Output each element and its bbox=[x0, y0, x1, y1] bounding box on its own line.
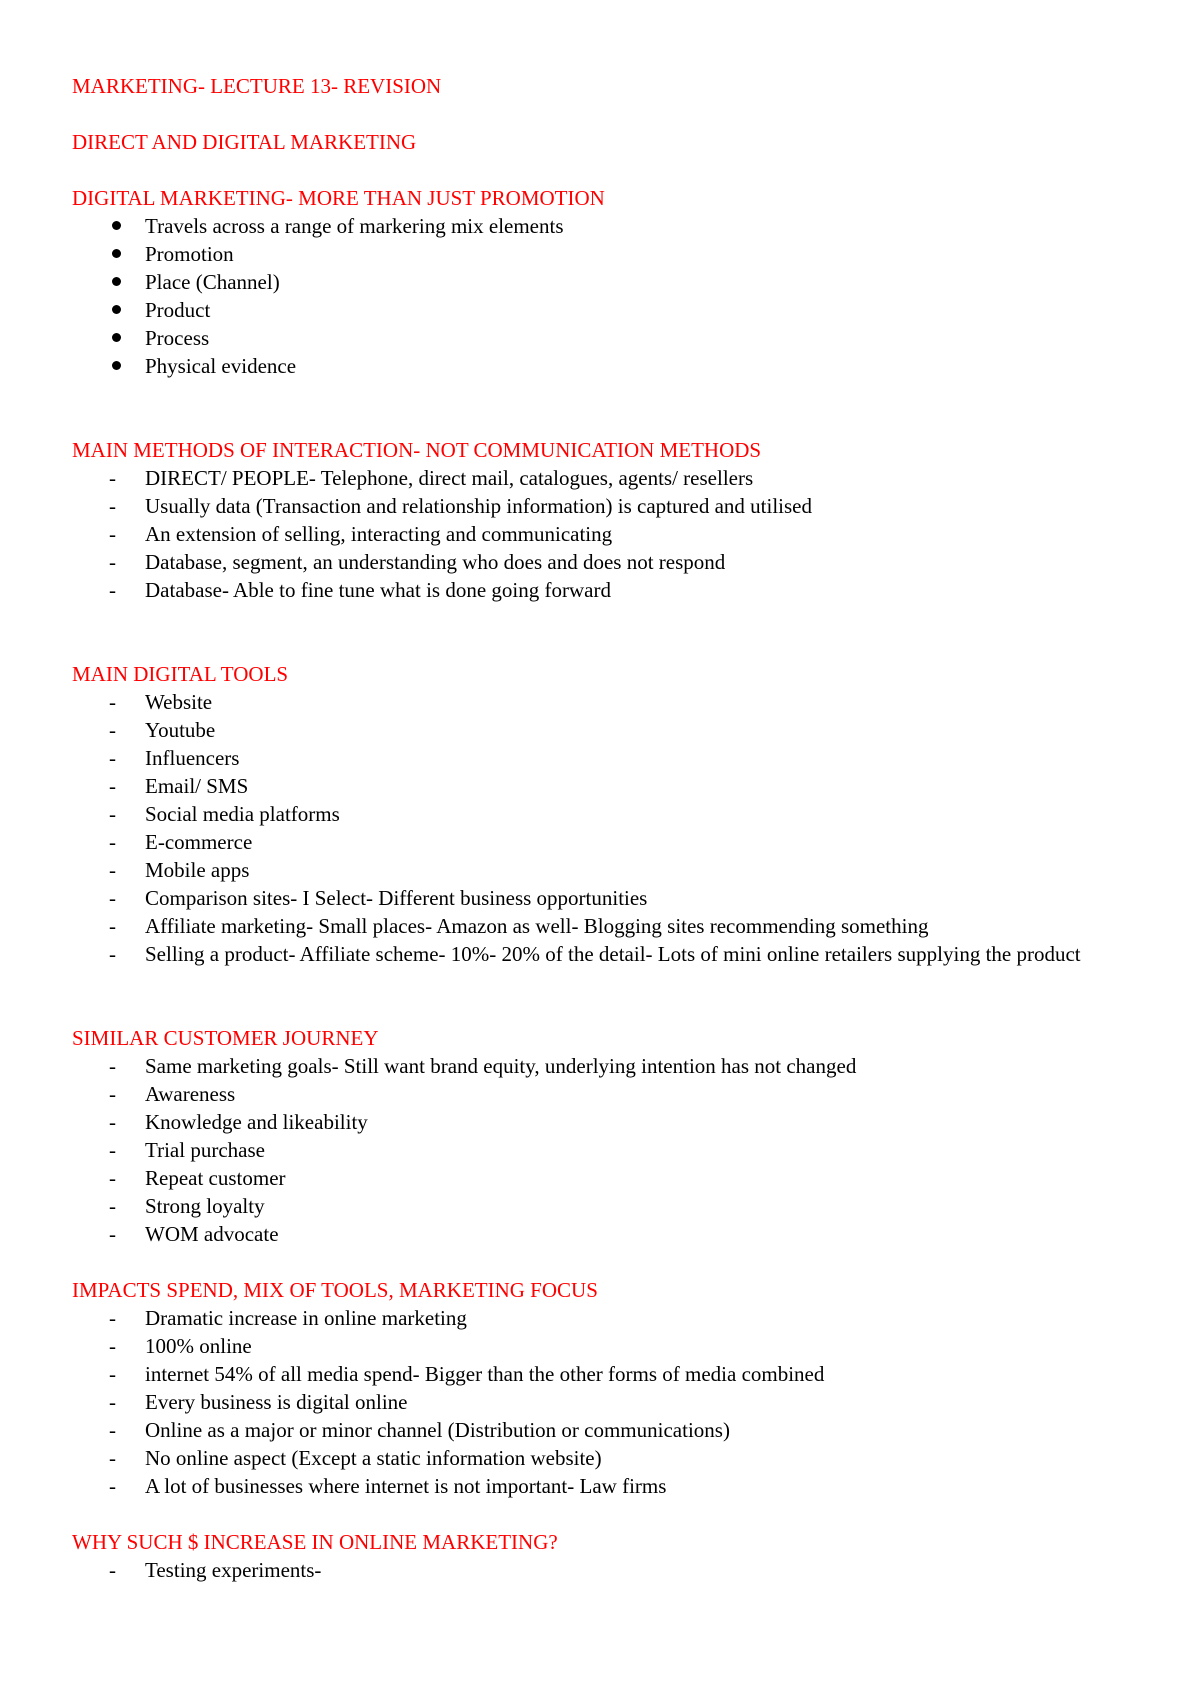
list-item-text: WOM advocate bbox=[145, 1222, 279, 1246]
dash-marker: - bbox=[109, 942, 116, 966]
list-item-text: DIRECT/ PEOPLE- Telephone, direct mail, catalogues, agents/ resellers bbox=[145, 466, 754, 490]
section-heading: MAIN DIGITAL TOOLS bbox=[72, 662, 289, 686]
dash-marker: - bbox=[109, 1222, 116, 1246]
list-item bbox=[72, 744, 1132, 772]
section-heading: DIGITAL MARKETING- MORE THAN JUST PROMOTION bbox=[72, 186, 605, 210]
list-item-text: No online aspect (Except a static information website) bbox=[145, 1446, 602, 1470]
dash-marker: - bbox=[109, 1194, 116, 1218]
list-item bbox=[72, 1360, 1132, 1388]
dash-marker: - bbox=[109, 522, 116, 546]
list-item-text: Database- Able to fine tune what is done going forward bbox=[145, 578, 611, 602]
list-item bbox=[72, 1136, 1132, 1164]
dash-marker: - bbox=[109, 466, 116, 490]
dash-marker: - bbox=[109, 494, 116, 518]
list-item bbox=[72, 240, 1132, 268]
list-item-text: Same marketing goals- Still want brand equity, underlying intention has not changed bbox=[145, 1054, 857, 1078]
list-item-text: Email/ SMS bbox=[145, 774, 249, 798]
list-item-text: Social media platforms bbox=[145, 802, 340, 826]
list-item-text: Influencers bbox=[145, 746, 240, 770]
list-item bbox=[72, 212, 1132, 240]
bullet-icon bbox=[112, 305, 121, 314]
dash-marker: - bbox=[109, 1474, 116, 1498]
dash-marker: - bbox=[109, 1362, 116, 1386]
bullet-icon bbox=[112, 249, 121, 258]
section-heading: MAIN METHODS OF INTERACTION- NOT COMMUNICATION METHODS bbox=[72, 438, 762, 462]
list-item bbox=[72, 828, 1132, 856]
section-list bbox=[72, 464, 1132, 604]
list-item bbox=[72, 772, 1132, 800]
list-item bbox=[72, 352, 1132, 380]
list-item bbox=[72, 1052, 1132, 1080]
list-item bbox=[72, 548, 1132, 576]
dash-marker: - bbox=[109, 1054, 116, 1078]
list-item-text: Place (Channel) bbox=[145, 270, 280, 294]
list-item-text: Dramatic increase in online marketing bbox=[145, 1306, 467, 1330]
list-item bbox=[72, 912, 1132, 940]
dash-marker: - bbox=[109, 1418, 116, 1442]
list-item bbox=[72, 1304, 1132, 1332]
list-item bbox=[72, 1416, 1132, 1444]
list-item-text: Promotion bbox=[145, 242, 234, 266]
list-item bbox=[72, 800, 1132, 828]
bullet-icon bbox=[112, 333, 121, 342]
list-item bbox=[72, 1220, 1132, 1248]
list-item-text: A lot of businesses where internet is not important- Law firms bbox=[145, 1474, 667, 1498]
dash-marker: - bbox=[109, 1138, 116, 1162]
list-item bbox=[72, 1472, 1132, 1500]
list-item-text: 100% online bbox=[145, 1334, 252, 1358]
list-item-text: Every business is digital online bbox=[145, 1390, 408, 1414]
list-item-text: Travels across a range of markering mix elements bbox=[145, 214, 564, 238]
list-item-text: Testing experiments- bbox=[145, 1558, 322, 1582]
list-item-text: An extension of selling, interacting and communicating bbox=[145, 522, 613, 546]
list-item bbox=[72, 1444, 1132, 1472]
section bbox=[72, 1276, 1132, 1500]
list-item bbox=[72, 268, 1132, 296]
list-item-text: Online as a major or minor channel (Distribution or communications) bbox=[145, 1418, 730, 1442]
dash-marker: - bbox=[109, 1446, 116, 1470]
section-list bbox=[72, 1304, 1132, 1500]
dash-marker: - bbox=[109, 578, 116, 602]
section bbox=[72, 1024, 1132, 1248]
bullet-icon bbox=[112, 277, 121, 286]
list-item-text: Youtube bbox=[145, 718, 216, 742]
section-list bbox=[72, 1556, 1132, 1584]
document-page bbox=[72, 72, 1132, 1584]
list-item-text: Product bbox=[145, 298, 211, 322]
list-item bbox=[72, 1080, 1132, 1108]
list-item bbox=[72, 1192, 1132, 1220]
list-item bbox=[72, 1332, 1132, 1360]
list-item-text: E-commerce bbox=[145, 830, 253, 854]
dash-marker: - bbox=[109, 1166, 116, 1190]
list-item-text: Awareness bbox=[145, 1082, 236, 1106]
list-item bbox=[72, 940, 1132, 968]
dash-marker: - bbox=[109, 858, 116, 882]
list-item bbox=[72, 1388, 1132, 1416]
list-item bbox=[72, 296, 1132, 324]
section-list bbox=[72, 688, 1132, 968]
list-item bbox=[72, 576, 1132, 604]
document-subtitle: DIRECT AND DIGITAL MARKETING bbox=[72, 130, 417, 154]
dash-marker: - bbox=[109, 1306, 116, 1330]
section bbox=[72, 1528, 1132, 1584]
section-heading: WHY SUCH $ INCREASE IN ONLINE MARKETING? bbox=[72, 1530, 558, 1554]
list-item bbox=[72, 884, 1132, 912]
list-item-text: Mobile apps bbox=[145, 858, 250, 882]
dash-marker: - bbox=[109, 1110, 116, 1134]
section bbox=[72, 184, 1132, 380]
list-item-text: Physical evidence bbox=[145, 354, 297, 378]
list-item-text: Process bbox=[145, 326, 210, 350]
dash-marker: - bbox=[109, 1334, 116, 1358]
list-item bbox=[72, 716, 1132, 744]
list-item-text: Comparison sites- I Select- Different business opportunities bbox=[145, 886, 648, 910]
sections-container bbox=[72, 184, 1132, 1584]
list-item-text: Usually data (Transaction and relationship information) is captured and utilised bbox=[145, 494, 812, 518]
list-item-text: Selling a product- Affiliate scheme- 10%- 20% of the detail- Lots of mini online retailers supplying the product bbox=[145, 942, 1081, 966]
dash-marker: - bbox=[109, 1390, 116, 1414]
list-item bbox=[72, 520, 1132, 548]
dash-marker: - bbox=[109, 774, 116, 798]
dash-marker: - bbox=[109, 690, 116, 714]
section-list bbox=[72, 212, 1132, 380]
dash-marker: - bbox=[109, 1082, 116, 1106]
list-item bbox=[72, 856, 1132, 884]
list-item-text: Strong loyalty bbox=[145, 1194, 265, 1218]
list-item-text: Affiliate marketing- Small places- Amazon as well- Blogging sites recommending something bbox=[145, 914, 929, 938]
section-list bbox=[72, 1052, 1132, 1248]
section-heading: SIMILAR CUSTOMER JOURNEY bbox=[72, 1026, 379, 1050]
list-item bbox=[72, 492, 1132, 520]
section bbox=[72, 436, 1132, 604]
bullet-icon bbox=[112, 361, 121, 370]
dash-marker: - bbox=[109, 886, 116, 910]
dash-marker: - bbox=[109, 550, 116, 574]
dash-marker: - bbox=[109, 802, 116, 826]
list-item-text: Website bbox=[145, 690, 213, 714]
section bbox=[72, 660, 1132, 968]
list-item-text: Repeat customer bbox=[145, 1166, 286, 1190]
section-heading: IMPACTS SPEND, MIX OF TOOLS, MARKETING FOCUS bbox=[72, 1278, 598, 1302]
list-item bbox=[72, 1108, 1132, 1136]
list-item bbox=[72, 688, 1132, 716]
list-item bbox=[72, 324, 1132, 352]
list-item bbox=[72, 1164, 1132, 1192]
dash-marker: - bbox=[109, 914, 116, 938]
dash-marker: - bbox=[109, 718, 116, 742]
list-item-text: Trial purchase bbox=[145, 1138, 265, 1162]
list-item bbox=[72, 1556, 1132, 1584]
list-item-text: internet 54% of all media spend- Bigger than the other forms of media combined bbox=[145, 1362, 825, 1386]
dash-marker: - bbox=[109, 830, 116, 854]
dash-marker: - bbox=[109, 746, 116, 770]
document-title: MARKETING- LECTURE 13- REVISION bbox=[72, 74, 442, 98]
list-item-text: Knowledge and likeability bbox=[145, 1110, 368, 1134]
bullet-icon bbox=[112, 221, 121, 230]
list-item bbox=[72, 464, 1132, 492]
dash-marker: - bbox=[109, 1558, 116, 1582]
list-item-text: Database, segment, an understanding who does and does not respond bbox=[145, 550, 726, 574]
